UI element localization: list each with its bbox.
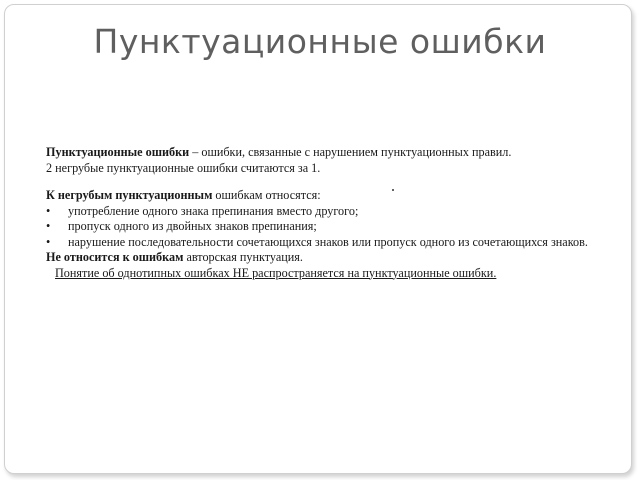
scan-speck [392, 189, 394, 191]
definition-line [46, 145, 606, 161]
definition-term: Пунктуационные ошибки [46, 145, 190, 159]
uniform-errors-note-text: Понятие об однотипных ошибках НЕ распространяется на пунктуационные ошибки. [55, 265, 497, 280]
list-item-text: употребление одного знака препинания вместо другого; [68, 203, 359, 218]
not-errors-line [46, 250, 606, 266]
non-gross-list [46, 204, 606, 251]
list-item [46, 219, 606, 235]
bullet-icon: • [46, 203, 51, 218]
counting-rule: 2 негрубые пунктуационные ошибки считаются за 1. [46, 160, 321, 175]
non-gross-lead-rest: ошибкам относятся: [212, 188, 321, 202]
list-item [46, 235, 606, 251]
list-item-text: пропуск одного из двойных знаков препинания; [68, 219, 317, 233]
not-errors-bold: Не относится к ошибкам [46, 250, 184, 264]
bullet-icon: • [46, 219, 51, 233]
not-errors-rest: авторская пунктуация. [183, 250, 303, 264]
scanned-rules-text [46, 145, 606, 281]
list-item [46, 204, 606, 220]
bullet-icon: • [46, 234, 51, 249]
non-gross-lead [46, 188, 606, 204]
non-gross-lead-bold: К негрубым пунктуационным [46, 188, 213, 202]
paragraph-gap [46, 176, 606, 188]
uniform-errors-note [46, 266, 606, 282]
list-item-text: нарушение последовательности сочетающихся знаков или пропуск одного из сочетающихся знаков. [68, 234, 588, 249]
slide-title: Пунктуационные ошибки [93, 22, 547, 61]
definition-text: – ошибки, связанные с нарушением пунктуационных правил. [189, 145, 512, 159]
